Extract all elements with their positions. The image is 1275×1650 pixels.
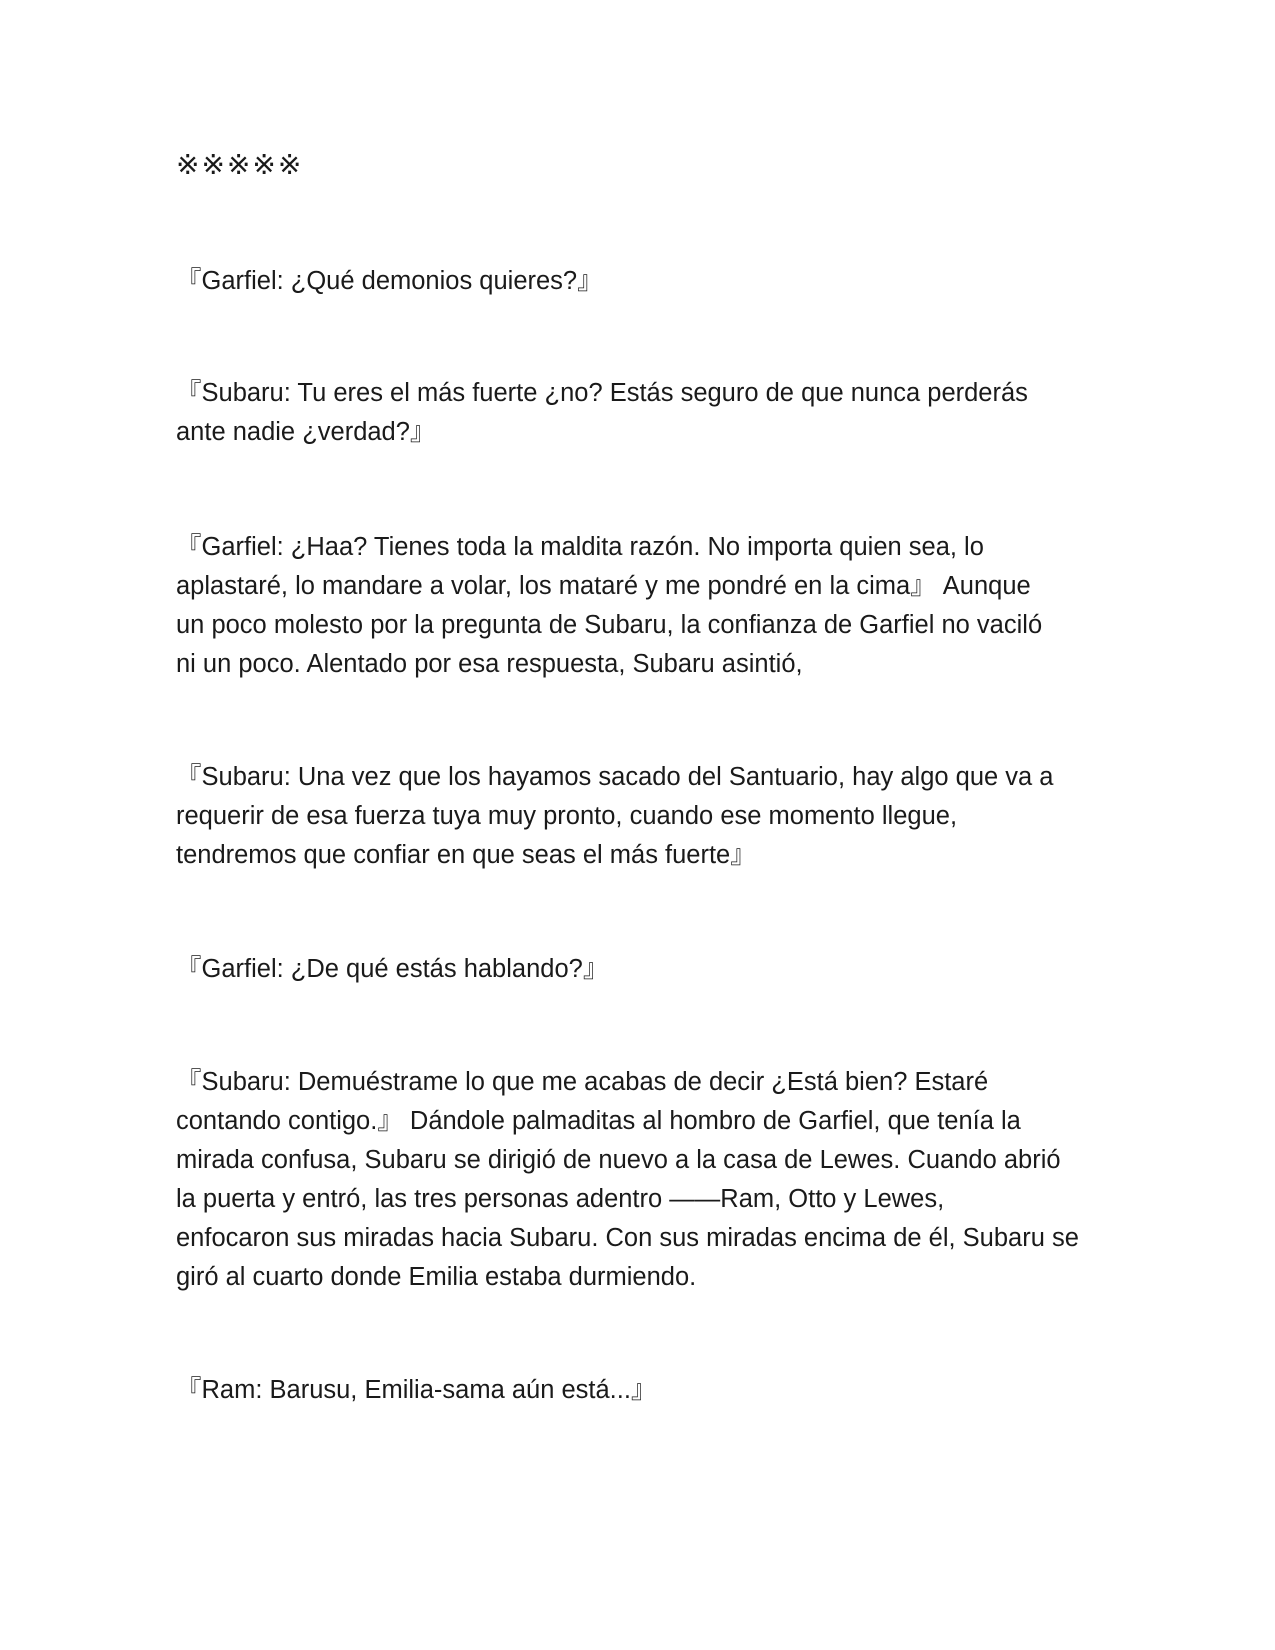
text-line: ni un poco. Alentado por esa respuesta, Subaru asintió, [176, 650, 803, 678]
text-line: 『Subaru: Tu eres el más fuerte ¿no? Estás seguro de que nunca perderás [176, 379, 1028, 407]
dialogue-paragraph [176, 262, 1106, 301]
dialogue-paragraph [176, 950, 1106, 989]
text-line: contando contigo.』 Dándole palmaditas al hombro de Garfiel, que tenía la [176, 1107, 1021, 1135]
text-line: 『Subaru: Demuéstrame lo que me acabas de decir ¿Está bien? Estaré [176, 1068, 989, 1096]
text-line: 『Garfiel: ¿Qué demonios quieres?』 [176, 267, 603, 295]
dialogue-paragraph [176, 374, 1106, 452]
text-line: 『Subaru: Una vez que los hayamos sacado del Santuario, hay algo que va a [176, 763, 1054, 791]
dialogue-paragraph [176, 528, 1106, 684]
text-line: requerir de esa fuerza tuya muy pronto, cuando ese momento llegue, [176, 802, 958, 830]
text-line: tendremos que confiar en que seas el más fuerte』 [176, 841, 756, 869]
text-line: aplastaré, lo mandare a volar, los mataré y me pondré en la cima』 Aunque [176, 572, 1031, 600]
text-line: giró al cuarto donde Emilia estaba durmiendo. [176, 1263, 697, 1291]
text-line: ante nadie ¿verdad?』 [176, 418, 436, 446]
text-line: mirada confusa, Subaru se dirigió de nuevo a la casa de Lewes. Cuando abrió [176, 1146, 1061, 1174]
text-line: 『Garfiel: ¿De qué estás hablando?』 [176, 955, 609, 983]
text-line: enfocaron sus miradas hacia Subaru. Con sus miradas encima de él, Subaru se [176, 1224, 1079, 1252]
text-line: la puerta y entró, las tres personas adentro ——Ram, Otto y Lewes, [176, 1185, 945, 1213]
text-line: un poco molesto por la pregunta de Subaru, la confianza de Garfiel no vaciló [176, 611, 1043, 639]
text-line: 『Ram: Barusu, Emilia-sama aún está...』 [176, 1376, 657, 1404]
dialogue-paragraph [176, 758, 1106, 875]
scene-separator: ※※※※※ [176, 148, 304, 181]
dialogue-paragraph [176, 1063, 1106, 1297]
dialogue-paragraph [176, 1371, 1106, 1410]
text-line: 『Garfiel: ¿Haa? Tienes toda la maldita razón. No importa quien sea, lo [176, 533, 984, 561]
